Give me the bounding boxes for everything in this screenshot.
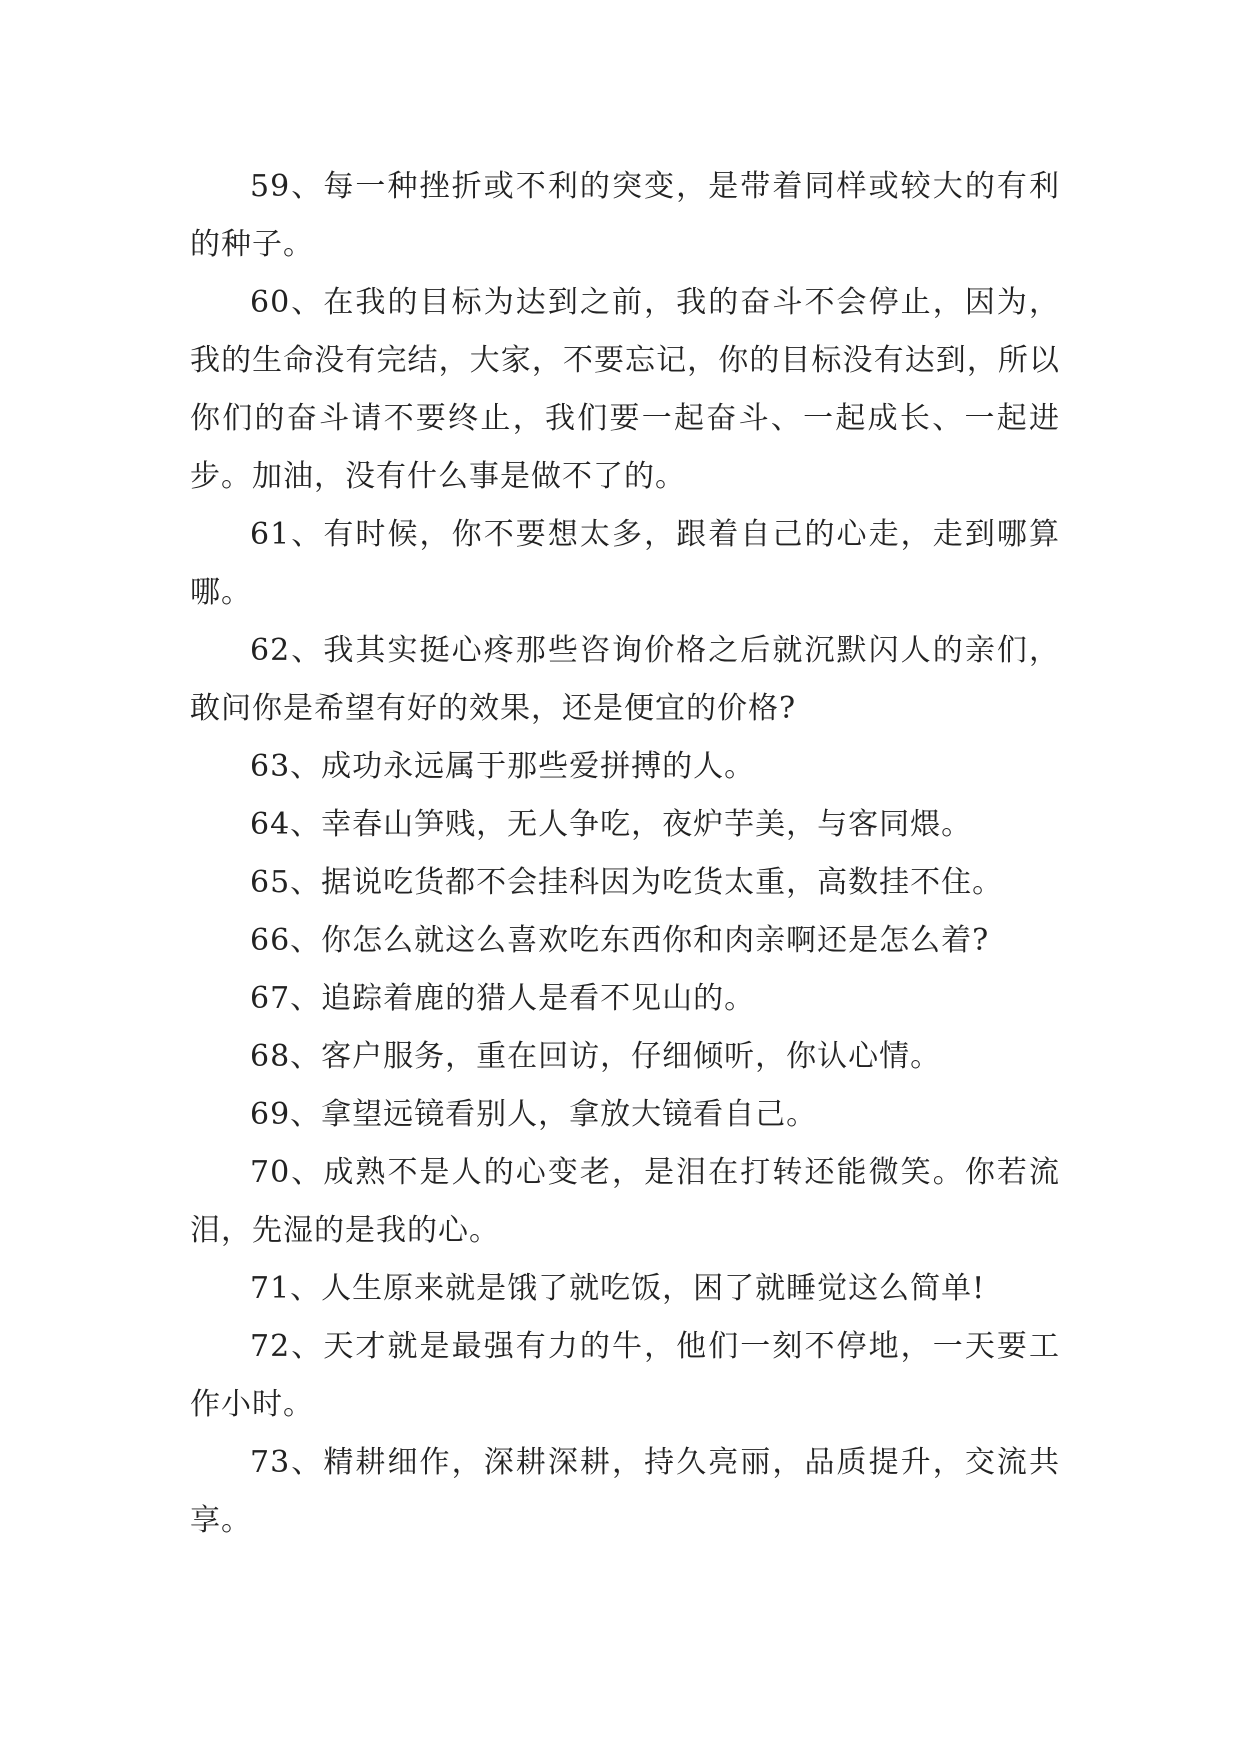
- paragraph-72: 72、天才就是最强有力的牛，他们一刻不停地，一天要工作小时。: [190, 1329, 1060, 1422]
- paragraph-60: 60、在我的目标为达到之前，我的奋斗不会停止，因为，我的生命没有完结，大家，不要忘记，你的目标没有达到，所以你们的奋斗请不要终止，我们要一起奋斗、一起成长、一起进步。加油，没有什么事是做不了的。: [190, 285, 1060, 494]
- paragraph-64: 64、幸春山笋贱，无人争吃，夜炉芋美，与客同煨。: [250, 807, 973, 842]
- paragraph-62: 62、我其实挺心疼那些咨询价格之后就沉默闪人的亲们，敢问你是希望有好的效果，还是便宜的价格?: [190, 633, 1060, 726]
- paragraph-65: 65、据说吃货都不会挂科因为吃货太重，高数挂不住。: [250, 865, 1004, 900]
- paragraph-73: 73、精耕细作，深耕深耕，持久亮丽，品质提升，交流共享。: [190, 1445, 1060, 1538]
- paragraph-66: 66、你怎么就这么喜欢吃东西你和肉亲啊还是怎么着?: [250, 923, 990, 958]
- paragraph-69: 69、拿望远镜看别人，拿放大镜看自己。: [250, 1097, 818, 1132]
- paragraph-68: 68、客户服务，重在回访，仔细倾听，你认心情。: [250, 1039, 942, 1074]
- paragraph-63: 63、成功永远属于那些爱拼搏的人。: [250, 749, 756, 784]
- paragraph-67: 67、追踪着鹿的猎人是看不见山的。: [250, 981, 756, 1016]
- paragraph-71: 71、人生原来就是饿了就吃饭，困了就睡觉这么简单!: [250, 1271, 986, 1306]
- document-body: [190, 158, 1060, 1550]
- paragraph-70: 70、成熟不是人的心变老，是泪在打转还能微笑。你若流泪，先湿的是我的心。: [190, 1155, 1060, 1248]
- paragraph-59: 59、每一种挫折或不利的突变，是带着同样或较大的有利的种子。: [190, 169, 1060, 262]
- paragraph-61: 61、有时候，你不要想太多，跟着自己的心走，走到哪算哪。: [190, 517, 1060, 610]
